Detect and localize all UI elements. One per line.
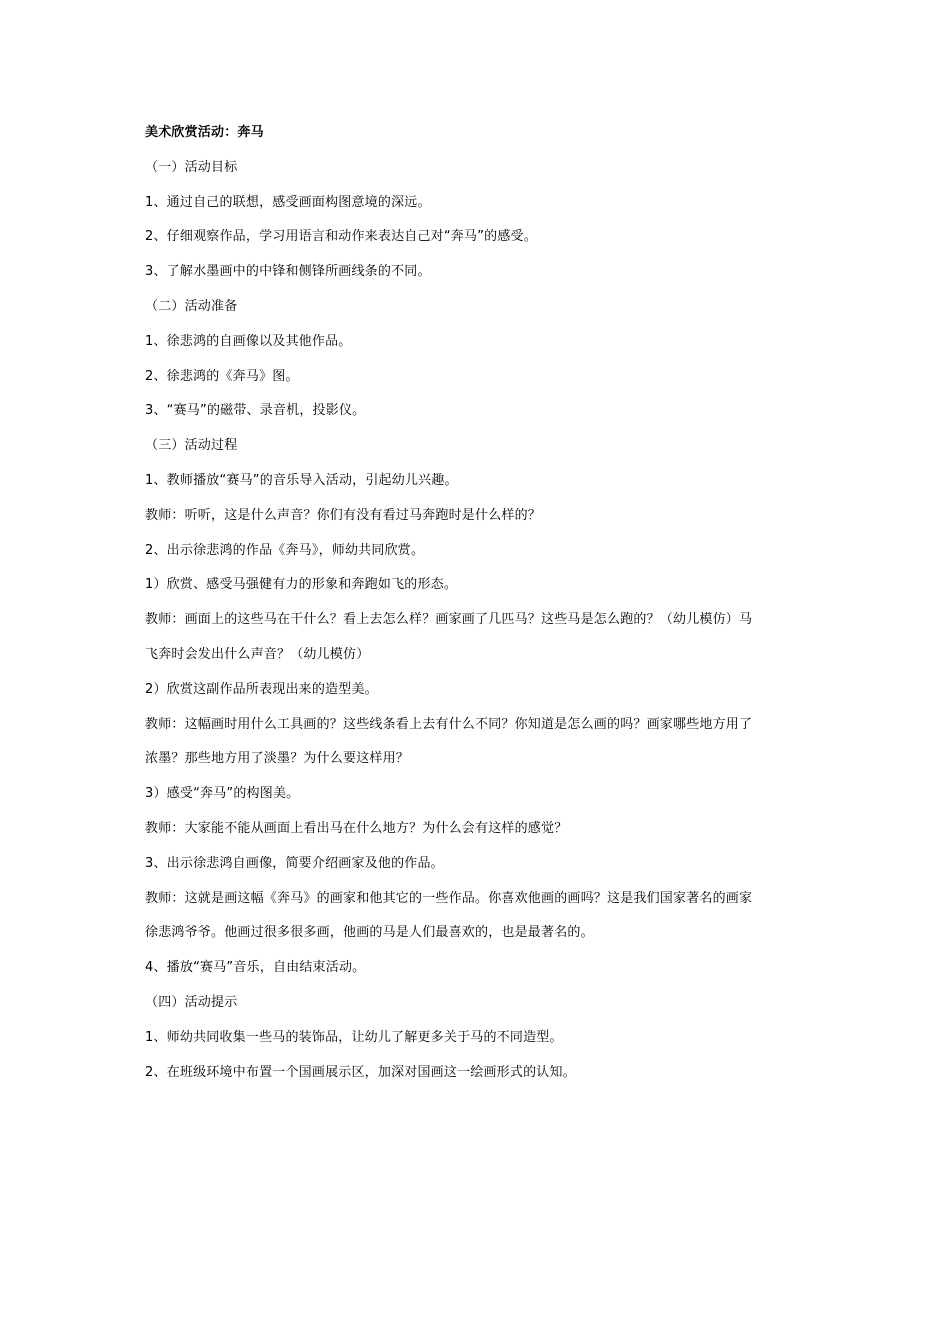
teacher-dialogue: 教师：这就是画这幅《奔马》的画家和他其它的一些作品。你喜欢他画的画吗？这是我们国家著名的画家 bbox=[145, 890, 753, 906]
process-step-4: 4、播放“赛马”音乐，自由结束活动。 bbox=[145, 960, 366, 976]
process-substep: 1）欣赏、感受马强健有力的形象和奔跑如飞的形态。 bbox=[145, 577, 458, 593]
teacher-dialogue: 教师：大家能不能从画面上看出马在什么地方？为什么会有这样的感觉？ bbox=[145, 820, 568, 836]
preparation-item-3: 3、“赛马”的磁带、录音机，投影仪。 bbox=[145, 403, 366, 419]
teacher-dialogue: 教师：画面上的这些马在干什么？看上去怎么样？画家画了几匹马？这些马是怎么跑的？（幼儿模仿）马 bbox=[145, 612, 753, 628]
teacher-dialogue: 教师：这幅画时用什么工具画的？这些线条看上去有什么不同？你知道是怎么画的吗？画家哪些地方用了 bbox=[145, 716, 753, 732]
section-heading-tips: （四）活动提示 bbox=[145, 994, 238, 1010]
goal-item-1: 1、通过自己的联想，感受画面构图意境的深远。 bbox=[145, 194, 431, 210]
document-title: 美术欣赏活动：奔马 bbox=[145, 125, 264, 140]
process-step-3: 3、出示徐悲鸿自画像，简要介绍画家及他的作品。 bbox=[145, 855, 444, 871]
tip-item-1: 1、师幼共同收集一些马的装饰品，让幼儿了解更多关于马的不同造型。 bbox=[145, 1029, 563, 1045]
process-step-2: 2、出示徐悲鸿的作品《奔马》，师幼共同欣赏。 bbox=[145, 542, 425, 558]
process-substep: 3）感受“奔马”的构图美。 bbox=[145, 786, 300, 802]
section-heading-preparation: （二）活动准备 bbox=[145, 298, 238, 314]
document-body bbox=[145, 116, 815, 1090]
teacher-dialogue-continued: 徐悲鸿爷爷。他画过很多很多画，他画的马是人们最喜欢的，也是最著名的。 bbox=[145, 925, 594, 941]
preparation-item-2: 2、徐悲鸿的《奔马》图。 bbox=[145, 368, 299, 384]
goal-item-3: 3、了解水墨画中的中锋和侧锋所画线条的不同。 bbox=[145, 264, 431, 280]
teacher-dialogue: 教师：听听，这是什么声音？你们有没有看过马奔跑时是什么样的？ bbox=[145, 507, 542, 523]
teacher-dialogue-continued: 飞奔时会发出什么声音？（幼儿模仿） bbox=[145, 646, 370, 662]
section-heading-process: （三）活动过程 bbox=[145, 438, 238, 454]
tip-item-2: 2、在班级环境中布置一个国画展示区，加深对国画这一绘画形式的认知。 bbox=[145, 1064, 576, 1080]
teacher-dialogue-continued: 浓墨？那些地方用了淡墨？为什么要这样用？ bbox=[145, 751, 410, 767]
process-substep: 2）欣赏这副作品所表现出来的造型美。 bbox=[145, 681, 378, 697]
section-heading-goals: （一）活动目标 bbox=[145, 159, 238, 175]
preparation-item-1: 1、徐悲鸿的自画像以及其他作品。 bbox=[145, 333, 352, 349]
process-step-1: 1、教师播放“赛马”的音乐导入活动，引起幼儿兴趣。 bbox=[145, 472, 458, 488]
goal-item-2: 2、仔细观察作品，学习用语言和动作来表达自己对“奔马”的感受。 bbox=[145, 229, 537, 245]
